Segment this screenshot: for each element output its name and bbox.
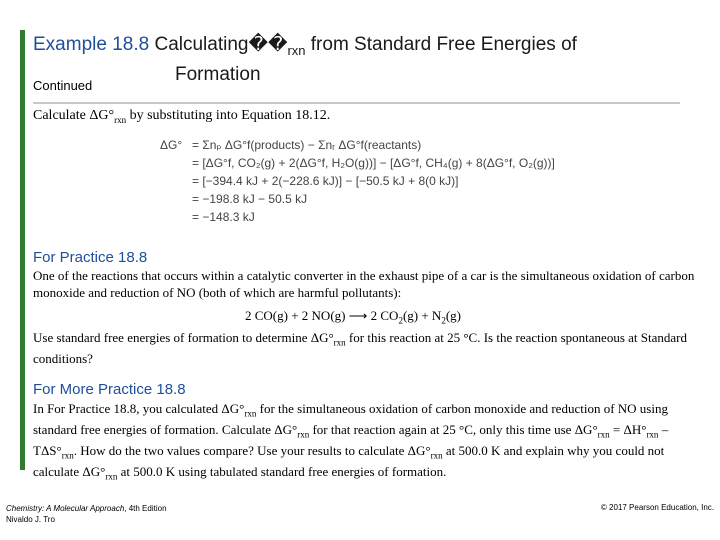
accent-bar — [20, 30, 25, 470]
copyright: © 2017 Pearson Education, Inc. — [600, 503, 714, 512]
footer-citation — [6, 503, 167, 525]
book-title: Chemistry: A Molecular Approach — [6, 504, 125, 513]
calc-sub: rxn — [114, 114, 127, 125]
calc-post: by substituting into Equation 18.12. — [129, 108, 331, 123]
divider — [33, 102, 680, 104]
title-main: Calculating — [154, 34, 249, 55]
title-symbol: �� — [248, 34, 288, 55]
practice-heading: For Practice 18.8 — [33, 249, 148, 266]
equation-row: = −198.8 kJ − 50.5 kJ — [192, 192, 308, 206]
equation-row: = [ΔG°f, CO₂(g) + 2(ΔG°f, H₂O(g))] − [ΔG°f, CH₄(g) + 8(ΔG°f, O₂(g))] — [192, 156, 555, 170]
more-practice-heading: For More Practice 18.8 — [33, 381, 186, 398]
title-prefix: Example 18.8 — [33, 34, 150, 55]
more-practice-paragraph: In For Practice 18.8, you calculated $\Delta G^\circ_{rxn}$ for the simultaneous oxidation of carbon monoxide and reduction of NO using standard free energies of formation. Calculate $\Delta G^\circ_{rxn}$ for that reaction again at 25 °C, only this time use $\Delta G^\circ_{rxn} = \Delta H^\circ_{rxn} - T\Delta S^\circ_{rxn}$. How do the two values compare? Use your results to calculate $\Delta G^\circ_{rxn}$ at 500.0 K and explain why you could not calculate $\Delta G^\circ_{rxn}$ at 500.0 K using tabulated standard free energies of formation. — [33, 401, 669, 482]
slide-title — [33, 33, 703, 87]
equation-row: ΔG° = Σnₚ ΔG°f(products) − Σnᵣ ΔG°f(reactants) — [160, 138, 422, 152]
author: Nivaldo J. Tro — [6, 515, 55, 524]
calc-line — [33, 108, 330, 125]
practice-paragraph: One of the reactions that occurs within a catalytic converter in the exhaust pipe of a car is the simultaneous oxidation of carbon monoxide and reduction of NO (both of which are harmful pollutants): — [33, 268, 695, 300]
book-edition: , 4th Edition — [124, 504, 167, 513]
title-rest: from Standard Free Energies of — [310, 34, 577, 55]
equation-row: = [−394.4 kJ + 2(−228.6 kJ)] − [−50.5 kJ + 8(0 kJ)] — [192, 174, 459, 188]
equation-row: = −148.3 kJ — [192, 210, 255, 224]
practice-question: Use standard free energies of formation to determine $\Delta G^\circ_{rxn}$ for this reaction at 25 °C. Is the reaction spontaneous at Standard conditions? — [33, 330, 687, 367]
continued-label: Continued — [33, 78, 93, 93]
title-sub: rxn — [287, 42, 306, 58]
equation-block — [160, 136, 560, 226]
title-line2: Formation — [175, 63, 261, 85]
calc-pre: Calculate ΔG° — [33, 108, 115, 123]
reaction-equation: 2 CO(g) + 2 NO(g) ⟶ 2 $CO_2(g) + N_2(g)$ — [245, 308, 461, 326]
